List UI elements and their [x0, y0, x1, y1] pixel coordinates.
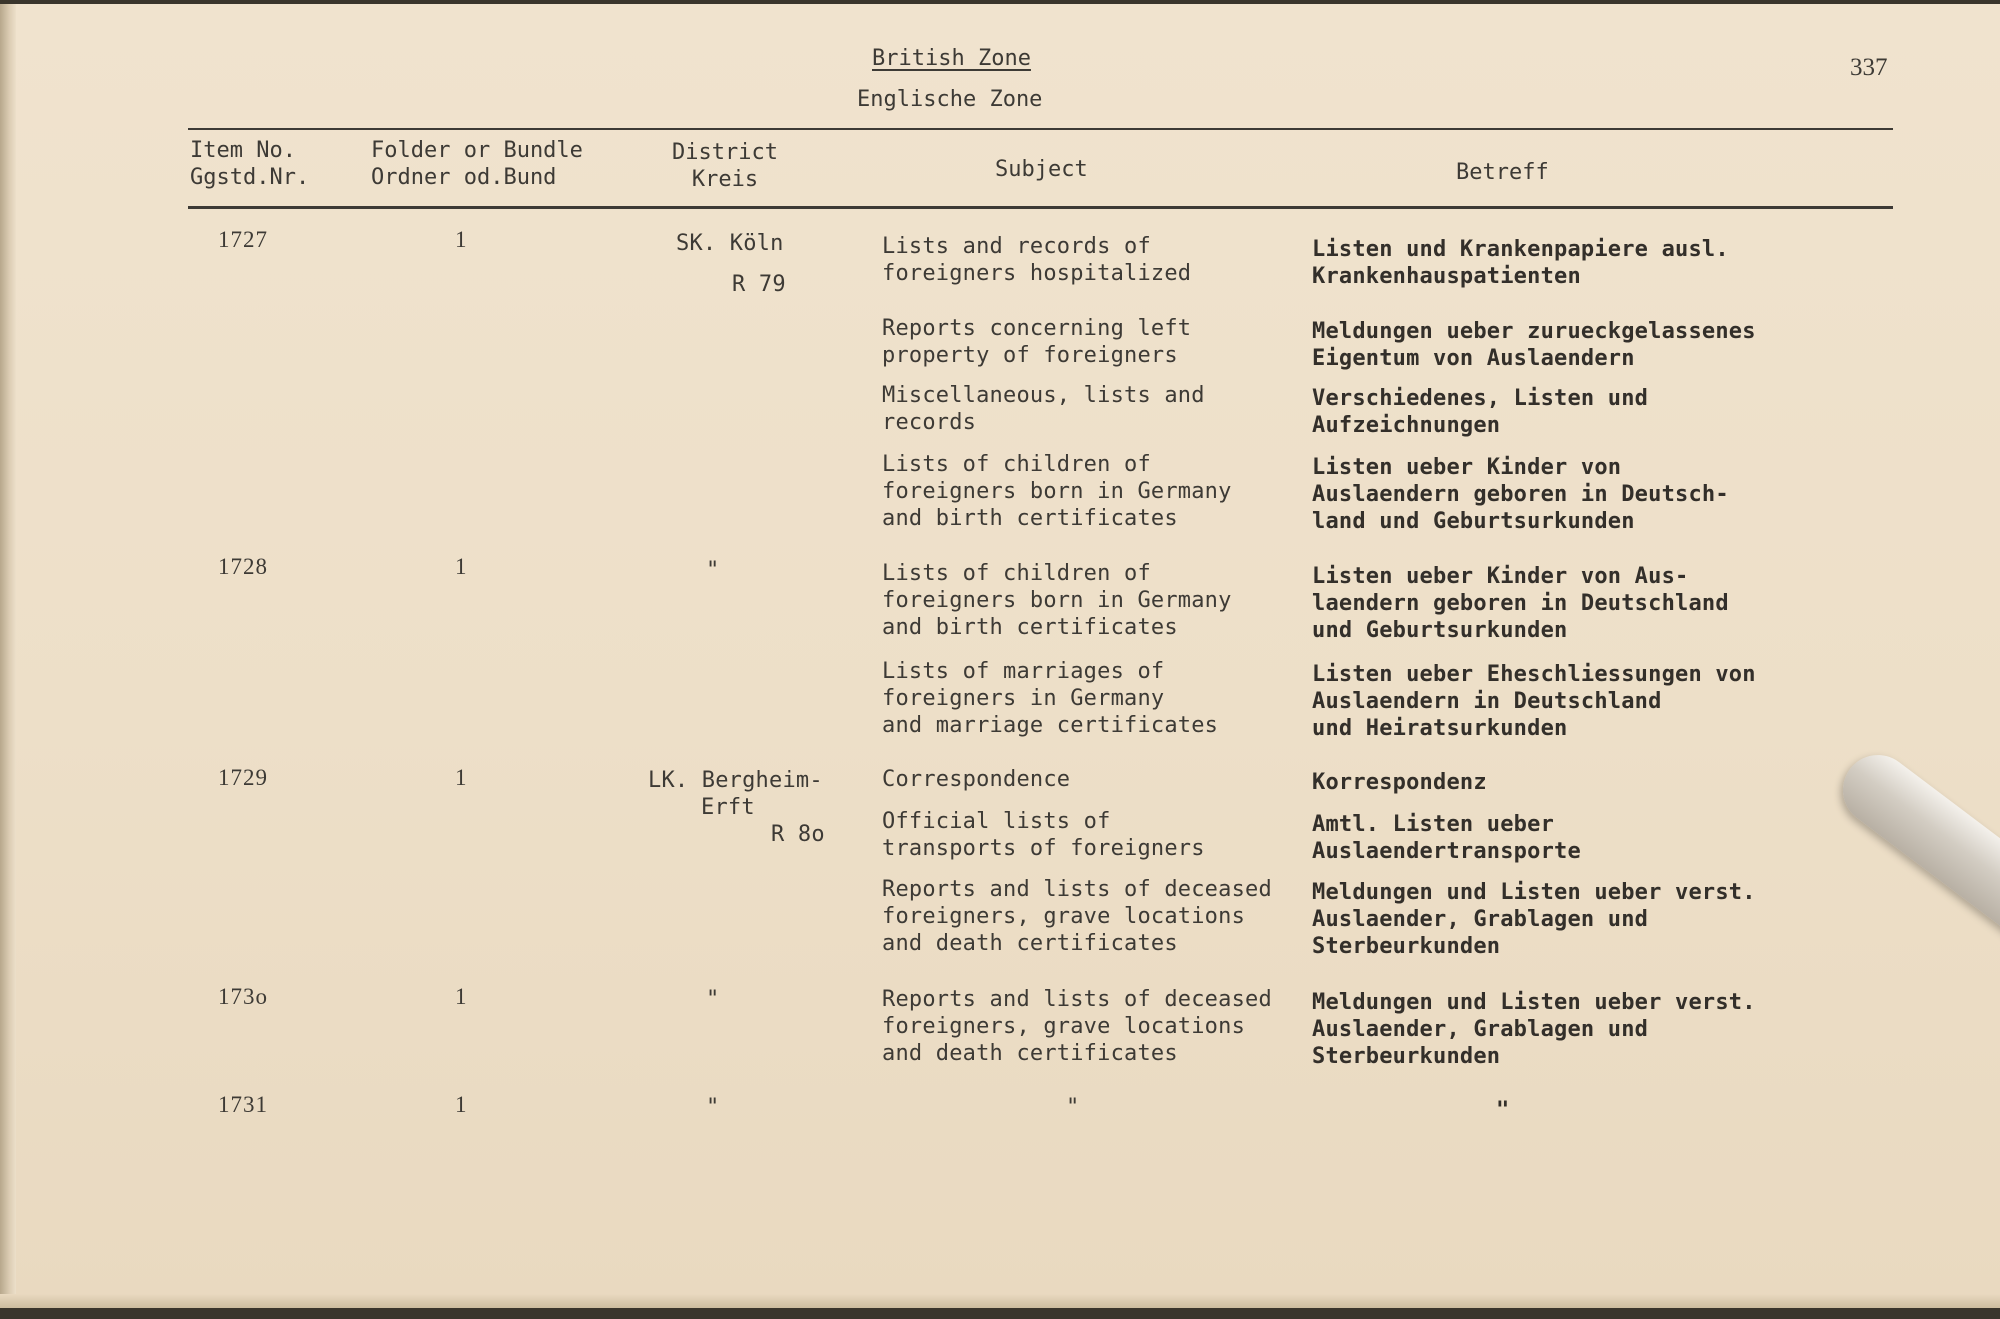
- subject-line: property of foreigners: [882, 343, 1178, 368]
- betreff-line: Meldungen ueber zurueckgelassenes: [1312, 319, 1756, 344]
- betreff-line: Listen ueber Kinder von: [1312, 455, 1622, 480]
- betreff-line: ": [1496, 1098, 1510, 1123]
- betreff-line: Verschiedenes, Listen und: [1312, 386, 1649, 411]
- item-number: 173o: [218, 984, 268, 1009]
- stylus-pointer: [1829, 741, 2000, 977]
- betreff-line: Amtl. Listen ueber: [1312, 812, 1555, 837]
- district-line: LK. Bergheim-: [648, 768, 823, 793]
- col-header-subject: Subject: [995, 157, 1088, 182]
- page-title: British Zone: [872, 46, 1031, 71]
- item-number: 1731: [218, 1092, 268, 1117]
- betreff-line: Auslaendern geboren in Deutsch-: [1312, 482, 1729, 507]
- subject-line: Lists of children of: [882, 452, 1151, 477]
- folder-number: 1: [455, 765, 468, 790]
- subject-line: Lists of children of: [882, 561, 1151, 586]
- header-rule-bottom: [188, 206, 1893, 209]
- betreff-line: Krankenhauspatienten: [1312, 264, 1581, 289]
- subject-line: foreigners, grave locations: [882, 1014, 1246, 1039]
- item-number: 1728: [218, 554, 268, 579]
- subject-line: ": [1066, 1095, 1080, 1120]
- col-header-district: District Kreis: [672, 140, 778, 192]
- subject-line: foreigners, grave locations: [882, 904, 1246, 929]
- header-rule-top: [188, 128, 1893, 130]
- subject-line: and death certificates: [882, 1041, 1178, 1066]
- subject-line: transports of foreigners: [882, 836, 1205, 861]
- betreff-line: Auslaender, Grablagen und: [1312, 1017, 1649, 1042]
- district-line: SK. Köln: [676, 231, 784, 256]
- district-line: ": [706, 987, 720, 1012]
- betreff-line: und Heiratsurkunden: [1312, 716, 1568, 741]
- col-header-betreff: Betreff: [1456, 160, 1549, 185]
- betreff-line: Sterbeurkunden: [1312, 1044, 1501, 1069]
- item-number: 1729: [218, 765, 268, 790]
- subject-line: Lists and records of: [882, 234, 1151, 259]
- subject-line: and birth certificates: [882, 615, 1178, 640]
- subject-line: Lists of marriages of: [882, 659, 1165, 684]
- page-edge: [0, 1294, 2000, 1308]
- betreff-line: laendern geboren in Deutschland: [1312, 591, 1729, 616]
- betreff-line: und Geburtsurkunden: [1312, 618, 1568, 643]
- betreff-line: Sterbeurkunden: [1312, 934, 1501, 959]
- betreff-line: Aufzeichnungen: [1312, 413, 1501, 438]
- subject-line: Correspondence: [882, 767, 1071, 792]
- district-line: ": [706, 1095, 720, 1120]
- col-header-folder: Folder or Bundle Ordner od.Bund: [371, 138, 583, 190]
- folder-number: 1: [455, 227, 468, 252]
- item-number: 1727: [218, 227, 268, 252]
- betreff-line: Meldungen und Listen ueber verst.: [1312, 880, 1756, 905]
- subject-line: Reports and lists of deceased: [882, 987, 1272, 1012]
- subject-line: foreigners born in Germany: [882, 588, 1232, 613]
- district-line: Erft: [701, 795, 755, 820]
- subject-line: Miscellaneous, lists and: [882, 383, 1205, 408]
- document-page: [0, 4, 2000, 1308]
- page-subtitle: Englische Zone: [857, 87, 1043, 112]
- subject-line: foreigners born in Germany: [882, 479, 1232, 504]
- betreff-line: Auslaendern in Deutschland: [1312, 689, 1662, 714]
- subject-line: foreigners hospitalized: [882, 261, 1192, 286]
- district-line: R 8o: [771, 822, 825, 847]
- district-line: ": [706, 558, 720, 583]
- betreff-line: land und Geburtsurkunden: [1312, 509, 1635, 534]
- subject-line: Reports concerning left: [882, 316, 1192, 341]
- betreff-line: Meldungen und Listen ueber verst.: [1312, 990, 1756, 1015]
- subject-line: records: [882, 410, 977, 435]
- betreff-line: Listen ueber Eheschliessungen von: [1312, 662, 1756, 687]
- subject-line: and death certificates: [882, 931, 1178, 956]
- betreff-line: Auslaendertransporte: [1312, 839, 1581, 864]
- subject-line: Reports and lists of deceased: [882, 877, 1272, 902]
- folder-number: 1: [455, 984, 468, 1009]
- subject-line: Official lists of: [882, 809, 1111, 834]
- subject-line: foreigners in Germany: [882, 686, 1165, 711]
- folder-number: 1: [455, 554, 468, 579]
- binding-fold: [0, 4, 16, 1308]
- betreff-line: Auslaender, Grablagen und: [1312, 907, 1649, 932]
- folder-number: 1: [455, 1092, 468, 1117]
- col-header-item: Item No. Ggstd.Nr.: [190, 138, 310, 190]
- betreff-line: Eigentum von Auslaendern: [1312, 346, 1635, 371]
- district-line: R 79: [732, 272, 786, 297]
- betreff-line: Korrespondenz: [1312, 770, 1487, 795]
- subject-line: and marriage certificates: [882, 713, 1219, 738]
- subject-line: and birth certificates: [882, 506, 1178, 531]
- page-number: 337: [1850, 54, 1888, 81]
- betreff-line: Listen und Krankenpapiere ausl.: [1312, 237, 1729, 262]
- betreff-line: Listen ueber Kinder von Aus-: [1312, 564, 1689, 589]
